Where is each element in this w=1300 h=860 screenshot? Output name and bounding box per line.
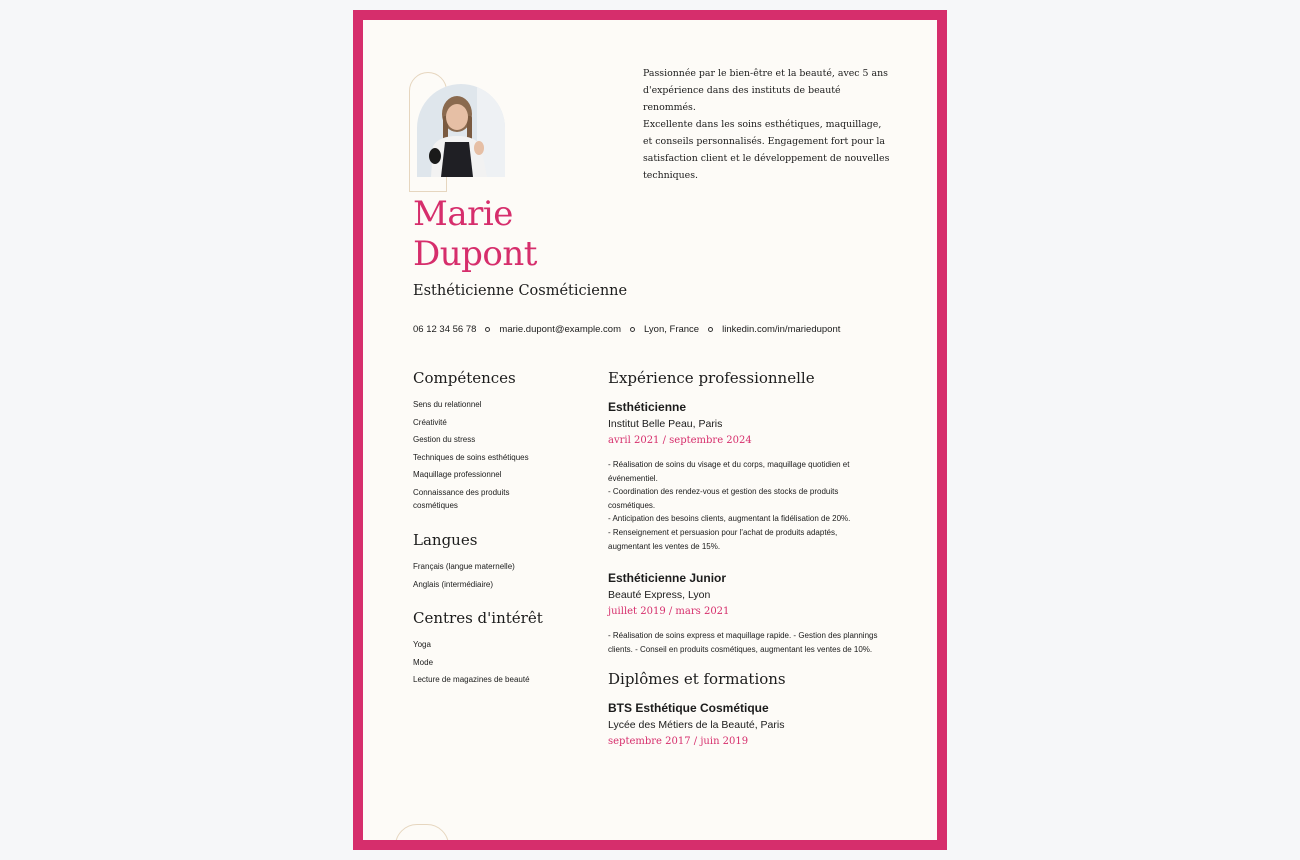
- interest-item: Mode: [413, 657, 434, 667]
- job-1-title: Esthéticienne: [608, 400, 687, 414]
- contact-phone[interactable]: 06 12 34 56 78: [413, 324, 477, 335]
- desc-line: événementiel.: [608, 473, 658, 483]
- desc-line: augmentant les ventes de 15%.: [608, 541, 721, 551]
- degree-school: Lycée des Métiers de la Beauté, Paris: [608, 719, 785, 731]
- decorative-arch-bottom: [395, 824, 449, 840]
- education-heading: Diplômes et formations: [608, 670, 786, 688]
- circle-separator-icon: [485, 327, 490, 332]
- skill-item: Gestion du stress: [413, 435, 476, 444]
- desc-line: - Anticipation des besoins clients, augmentant la fidélisation de 20%.: [608, 514, 851, 524]
- job-2-description: [608, 629, 893, 656]
- circle-separator-icon: [630, 327, 635, 332]
- summary-line: satisfaction client et le développement de nouvelles: [643, 153, 890, 164]
- job-1-company: Institut Belle Peau, Paris: [608, 418, 723, 430]
- portrait-photo: [417, 84, 505, 177]
- skills-list: [413, 398, 529, 516]
- skills-heading: Compétences: [413, 369, 516, 387]
- desc-line: - Coordination des rendez-vous et gestion des stocks de produits: [608, 487, 839, 497]
- desc-line: clients. - Conseil en produits cosmétiques, augmentant les ventes de 10%.: [608, 644, 873, 654]
- job-title: Esthéticienne Cosméticienne: [413, 283, 628, 299]
- skill-item: cosmétiques: [413, 500, 458, 510]
- job-2-company: Beauté Express, Lyon: [608, 589, 711, 601]
- first-name: Marie: [413, 194, 513, 234]
- language-item: Anglais (intermédiaire): [413, 579, 494, 589]
- name-heading: [413, 194, 537, 274]
- desc-line: cosmétiques.: [608, 500, 656, 510]
- contact-bar: [413, 324, 840, 335]
- profile-summary: [643, 65, 893, 184]
- resume-page: [363, 20, 937, 840]
- interest-item: Yoga: [413, 640, 431, 649]
- interests-heading: Centres d'intérêt: [413, 609, 543, 627]
- summary-line: Excellente dans les soins esthétiques, maquillage,: [643, 119, 882, 130]
- contact-linkedin[interactable]: linkedin.com/in/mariedupont: [722, 324, 841, 335]
- languages-heading: Langues: [413, 531, 478, 549]
- skill-item: Créativité: [413, 417, 447, 427]
- desc-line: - Renseignement et persuasion pour l'achat de produits adaptés,: [608, 527, 838, 537]
- contact-location: Lyon, France: [644, 324, 700, 335]
- summary-line: Passionnée par le bien-être et la beauté, avec 5 ans: [643, 68, 888, 79]
- skill-item: Maquillage professionnel: [413, 470, 502, 479]
- language-item: Français (langue maternelle): [413, 562, 515, 571]
- summary-line: d'expérience dans des instituts de beauté renommés.: [643, 85, 841, 113]
- degree-title: BTS Esthétique Cosmétique: [608, 701, 769, 715]
- circle-separator-icon: [708, 327, 713, 332]
- skill-item: Connaissance des produits: [413, 487, 510, 497]
- languages-list: [413, 560, 515, 595]
- summary-line: techniques.: [643, 170, 699, 181]
- contact-email[interactable]: marie.dupont@example.com: [499, 324, 621, 335]
- summary-line: et conseils personnalisés. Engagement fort pour la: [643, 136, 885, 147]
- job-1-description: [608, 458, 893, 553]
- interest-item: Lecture de magazines de beauté: [413, 675, 530, 684]
- desc-line: - Réalisation de soins du visage et du corps, maquillage quotidien et: [608, 460, 850, 469]
- degree-dates: septembre 2017 / juin 2019: [608, 736, 749, 747]
- interests-list: [413, 638, 530, 691]
- job-2-title: Esthéticienne Junior: [608, 571, 727, 585]
- job-1-dates: avril 2021 / septembre 2024: [608, 435, 752, 446]
- last-name: Dupont: [413, 234, 537, 274]
- skill-item: Sens du relationnel: [413, 400, 482, 409]
- job-2-dates: juillet 2019 / mars 2021: [608, 606, 730, 617]
- desc-line: - Réalisation de soins express et maquillage rapide. - Gestion des plannings: [608, 631, 878, 640]
- skill-item: Techniques de soins esthétiques: [413, 452, 529, 462]
- experience-heading: Expérience professionnelle: [608, 369, 815, 387]
